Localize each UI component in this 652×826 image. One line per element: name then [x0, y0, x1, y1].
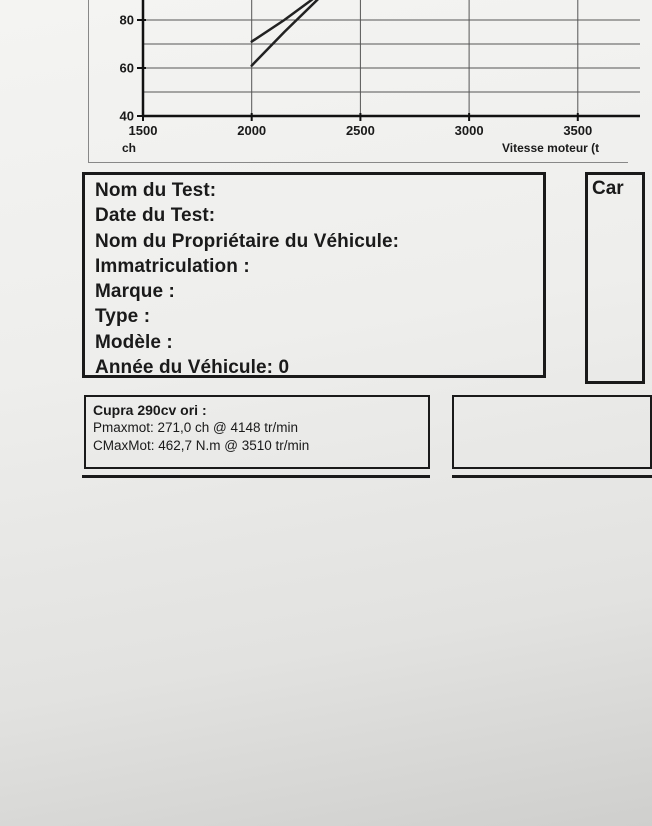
- y-tick-label: 80: [119, 12, 134, 28]
- bottom-rule-right: [452, 475, 652, 478]
- bottom-rule-left: [82, 475, 430, 478]
- x-tick-label: 1500: [128, 123, 158, 138]
- x-tick-label: 3000: [454, 123, 484, 138]
- right-info-box: [585, 172, 645, 384]
- x-tick-label: 3500: [563, 123, 593, 138]
- chart-frame-bottom: [88, 162, 628, 163]
- test-date-label: Date du Test:: [95, 205, 216, 227]
- series-line-1: [252, 0, 317, 42]
- result-box: [84, 395, 430, 469]
- test-name-label: Nom du Test:: [95, 180, 217, 201]
- vehicle-info-box: [82, 172, 546, 378]
- power-chart: [0, 0, 620, 170]
- owner-name-label: Nom du Propriétaire du Véhicule:: [95, 230, 400, 252]
- make-label: Marque :: [95, 281, 175, 303]
- x-tick-label: 2000: [237, 123, 267, 138]
- chart-grid: [143, 0, 640, 116]
- x-axis-label: Vitesse moteur (t: [502, 141, 600, 155]
- type-label: Type :: [95, 306, 151, 328]
- y-axis-label: ch: [122, 141, 137, 155]
- right-result-box: [452, 395, 652, 469]
- chart-axes: [137, 0, 640, 121]
- chart-series: [252, 0, 322, 66]
- model-label: Modèle :: [95, 331, 173, 353]
- max-power-line: Pmaxmot: 271,0 ch @ 4148 tr/min: [93, 420, 299, 435]
- y-tick-label: 40: [119, 108, 134, 124]
- chart-tick-labels: [120, 13, 593, 139]
- right-box-title: Car: [592, 178, 624, 199]
- y-tick-label: 60: [119, 60, 134, 76]
- chart-frame-left: [88, 0, 89, 163]
- x-tick-label: 2500: [345, 123, 375, 138]
- registration-label: Immatriculation :: [95, 255, 250, 277]
- series-line-2: [252, 0, 322, 66]
- max-torque-line: CMaxMot: 462,7 N.m @ 3510 tr/min: [93, 438, 310, 453]
- result-title: Cupra 290cv ori :: [93, 402, 207, 418]
- vehicle-year-label: Année du Véhicule: 0: [95, 357, 290, 379]
